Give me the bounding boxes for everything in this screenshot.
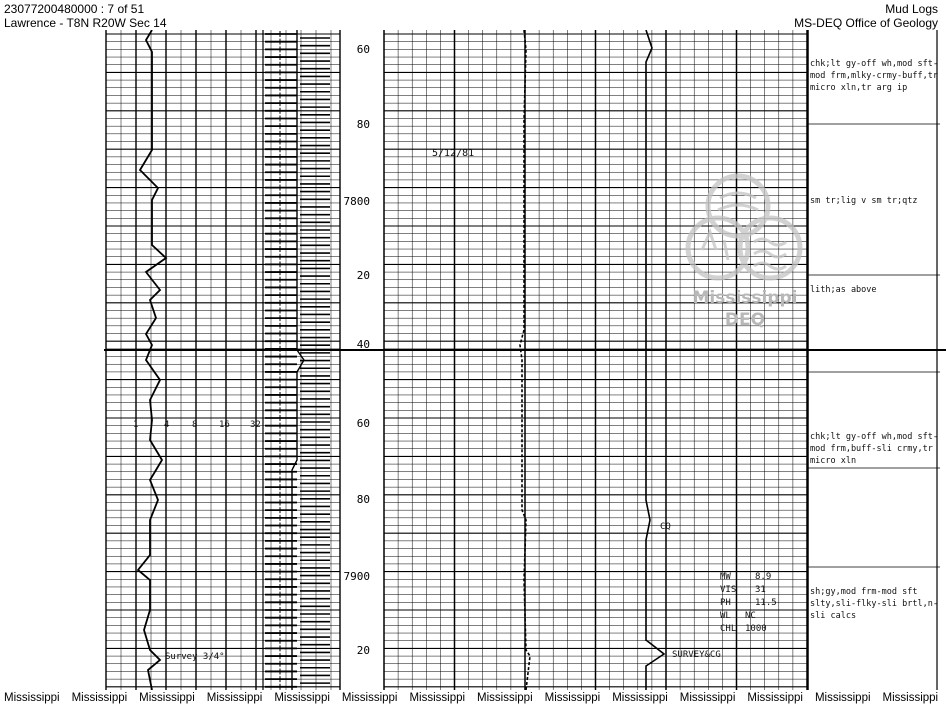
document-id-page: 23077200480000 : 7 of 51 bbox=[4, 2, 145, 16]
footer-text: Mississippi bbox=[882, 692, 939, 704]
depth-label: 60 bbox=[356, 417, 370, 430]
viscosity-label: VIS bbox=[720, 585, 737, 595]
footer-text: Mississippi bbox=[814, 692, 871, 704]
lithology-description: sh;gy,mod frm-mod sft slty,sli-flky-sli brtl,n-sli calcs bbox=[810, 587, 938, 621]
document-type: Mud Logs bbox=[885, 2, 938, 16]
header-left bbox=[4, 2, 167, 30]
chloride-value: 1000 bbox=[745, 624, 767, 634]
watermark-text-line2: DEQ bbox=[724, 310, 766, 330]
footer-text: Mississippi bbox=[477, 692, 533, 704]
scale-number: 16 bbox=[219, 420, 230, 430]
depth-label: 7800 bbox=[343, 195, 370, 208]
scale-number: 32 bbox=[250, 420, 261, 430]
depth-label: 20 bbox=[356, 644, 370, 657]
scale-number: 8 bbox=[192, 420, 198, 430]
footer-text: Mississippi bbox=[544, 692, 601, 704]
mud-log-chart bbox=[0, 30, 946, 690]
depth-label: 60 bbox=[356, 43, 370, 56]
survey-annotation: Survey 3/4° bbox=[165, 652, 225, 662]
cq-annotation: CQ bbox=[660, 522, 671, 532]
water-loss-value: NC bbox=[745, 611, 756, 621]
depth-label: 80 bbox=[356, 493, 370, 506]
total-gas-curve bbox=[646, 30, 664, 690]
depth-label: 40 bbox=[356, 338, 370, 351]
footer-text: Mississippi bbox=[612, 692, 668, 704]
chloride-label: CHL bbox=[720, 624, 737, 634]
footer-watermark-row bbox=[0, 691, 946, 705]
mud-weight-value: 8.9 bbox=[755, 572, 772, 582]
lithology-description: chk;lt gy-off wh,mod sft-mod frm,buff-sli crmy,tr micro xln bbox=[810, 432, 938, 466]
lithology-description: sm tr;lig v sm tr;qtz bbox=[810, 196, 918, 206]
depth-label: 80 bbox=[356, 118, 370, 131]
lithology-description: chk;lt gy-off wh,mod sft-mod frm,mlky-crmy-buff,tr micro xln,tr arg ip bbox=[810, 59, 938, 93]
watermark-text-line1: Mississippi bbox=[692, 288, 798, 308]
viscosity-value: 31 bbox=[755, 585, 766, 595]
ph-value: 11.5 bbox=[755, 598, 777, 608]
ph-label: PH bbox=[720, 598, 731, 608]
scale-number: 1 bbox=[133, 420, 139, 430]
survey-cg-annotation: SURVEY&CG bbox=[672, 650, 721, 660]
depth-label: 7900 bbox=[343, 570, 370, 583]
scale-number: 4 bbox=[164, 420, 170, 430]
footer-text: Mississippi bbox=[139, 692, 195, 704]
footer-text: Mississippi bbox=[409, 692, 466, 704]
date-annotation: 5/12/81 bbox=[432, 148, 475, 159]
footer-text: Mississippi bbox=[341, 692, 398, 704]
footer-text: Mississippi bbox=[206, 692, 263, 704]
footer-text: Mississippi bbox=[747, 692, 803, 704]
footer-text: Mississippi bbox=[679, 692, 736, 704]
drill-rate-curve bbox=[138, 30, 166, 690]
depth-label: 20 bbox=[356, 269, 370, 282]
header-right bbox=[794, 2, 938, 30]
log-curves bbox=[138, 30, 664, 690]
footer-text: Mississippi bbox=[274, 692, 330, 704]
lithology-description: lith;as above bbox=[810, 285, 877, 295]
agency-name: MS-DEQ Office of Geology bbox=[794, 16, 938, 30]
footer-text: Mississippi bbox=[4, 692, 60, 704]
mud-weight-label: MW bbox=[720, 572, 731, 582]
water-loss-label: WL bbox=[720, 611, 731, 621]
well-location: Lawrence - T8N R20W Sec 14 bbox=[4, 16, 167, 30]
footer-text: Mississippi bbox=[71, 692, 128, 704]
